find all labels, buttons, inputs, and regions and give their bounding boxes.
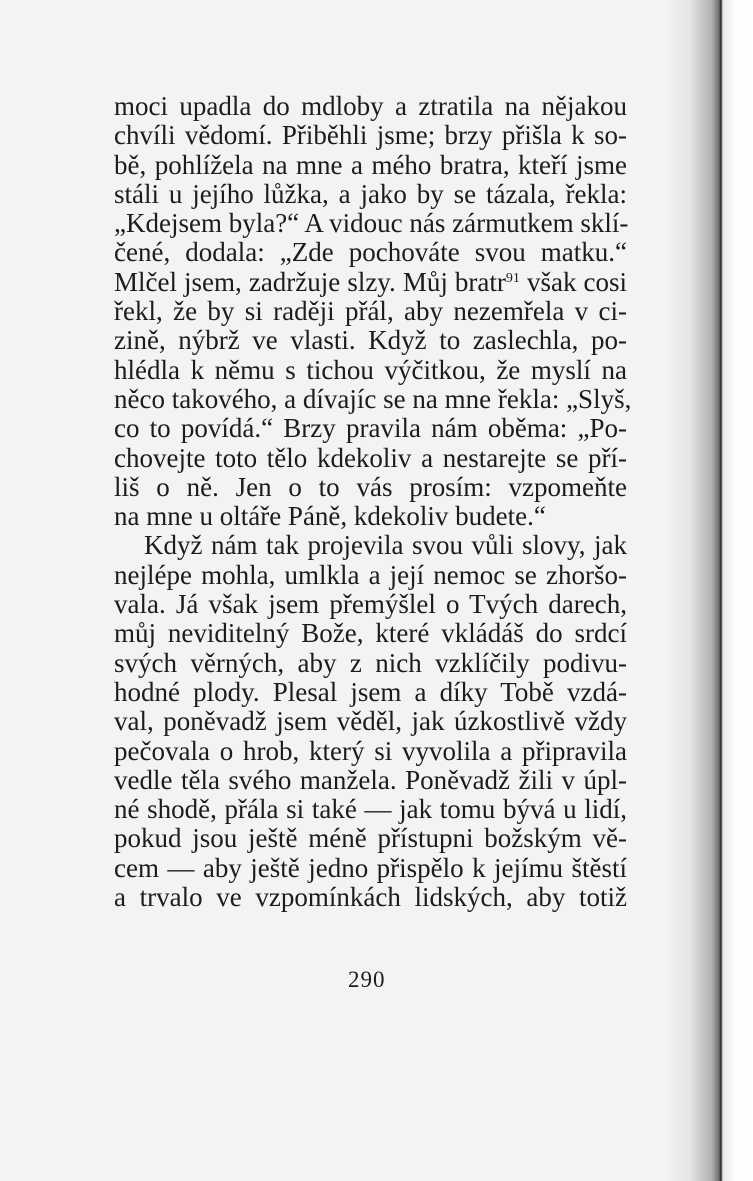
footnote-marker[interactable]: 91: [505, 270, 520, 286]
text-line: chvíli vědomí. Přiběhli jsme; brzy přišla k so-: [114, 120, 627, 151]
text-line: val, poněvadž jsem věděl, jak úzkostlivě vždy: [114, 706, 627, 737]
text-fragment: Mlčel jsem, zadržuje slzy. Můj bratr: [114, 266, 506, 297]
text-line: pečovala o hrob, který si vyvolila a připravila: [114, 735, 627, 766]
text-line: chovejte toto tělo kdekoliv a nestarejte se pří-: [114, 442, 627, 473]
paragraph-2: [114, 531, 627, 912]
text-line: nejlépe mohla, umlkla a její nemoc se zhoršo-: [114, 559, 627, 590]
text-line: bě, pohlížela na mne a mého bratra, kteří jsme: [114, 149, 627, 180]
text-line: řekl, že by si raději přál, aby nezemřela v ci-: [114, 296, 627, 327]
text-line: zině, nýbrž ve vlasti. Když to zaslechla, po-: [114, 325, 627, 356]
text-line: čené, dodala: „Zde pochováte svou matku.“: [114, 237, 627, 268]
text-line: a trvalo ve vzpomínkách lidských, aby totiž: [114, 882, 627, 913]
page-edge: [723, 0, 753, 1181]
paragraph-1: [114, 91, 632, 532]
text-line: cem — aby ještě jedno přispělo k jejímu štěstí: [114, 852, 627, 883]
text-line: svých věrných, aby z nich vzklíčily podivu-: [114, 647, 627, 678]
text-line: stáli u jejího lůžka, a jako by se tázala, řekla:: [114, 178, 627, 209]
text-line: pokud jsou ještě méně přístupni božským vě-: [114, 823, 627, 854]
text-line: vala. Já však jsem přemýšlel o Tvých darech,: [114, 589, 627, 620]
text-line: Když nám tak projevila svou vůli slovy, jak: [144, 530, 627, 561]
text-line: hlédla k němu s tichou výčitkou, že myslí na: [114, 354, 627, 385]
text-line: vedle těla svého manžela. Poněvadž žili v úpl-: [114, 764, 627, 795]
text-line: můj neviditelný Bože, které vkládáš do srdcí: [114, 618, 627, 649]
text-line: „Kdejsem byla?“ A vidouc nás zármutkem sklí-: [114, 208, 629, 239]
text-fragment: však cosi: [519, 266, 628, 297]
text-line: hodné plody. Plesal jsem a díky Tobě vzdá-: [114, 676, 627, 707]
text-line: něco takového, a dívajíc se na mne řekla: „Slyš,: [114, 383, 632, 414]
text-line-with-footnote: [114, 268, 627, 297]
page-number: 290: [348, 967, 386, 992]
text-line: liš o ně. Jen o to vás prosím: vzpomeňte: [114, 471, 627, 502]
body-text: [114, 91, 632, 913]
text-line: moci upadla do mdloby a ztratila na nějakou: [114, 91, 627, 121]
text-line: na mne u oltáře Páně, kdekoliv budete.“: [114, 501, 546, 532]
text-line: né shodě, přála si také — jak tomu bývá u lidí,: [114, 794, 627, 825]
text-line: co to povídá.“ Brzy pravila nám oběma: „Po-: [114, 413, 627, 444]
